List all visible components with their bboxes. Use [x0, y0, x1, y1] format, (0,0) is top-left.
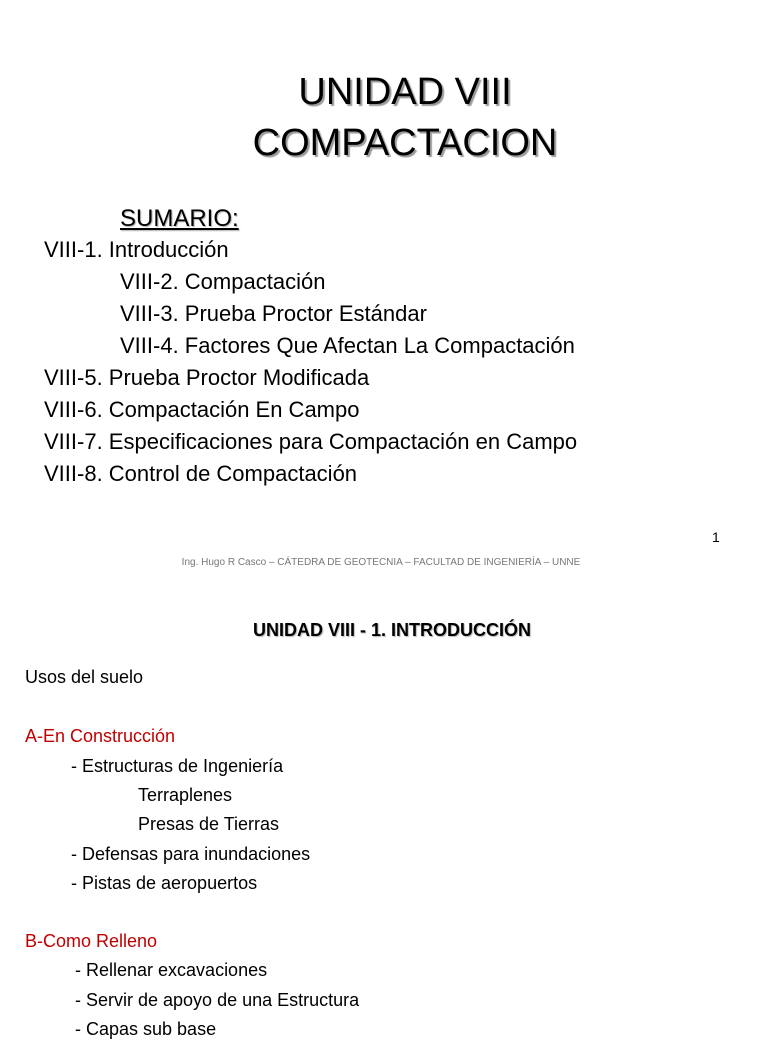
list-item: - Defensas para inundaciones	[71, 844, 311, 864]
list-item: - Capas sub base	[75, 1019, 217, 1039]
section-a-heading: A-En Construcción	[25, 726, 176, 746]
toc-item: VIII-3. Prueba Proctor Estándar	[120, 301, 427, 326]
toc-item: VIII-5. Prueba Proctor Modificada	[44, 365, 370, 390]
list-item: Presas de Tierras	[138, 814, 280, 834]
sumario-heading: SUMARIO:	[120, 205, 239, 232]
toc-item: VIII-8. Control de Compactación	[44, 461, 358, 486]
section-title: UNIDAD VIII - 1. INTRODUCCIÓN	[252, 620, 531, 640]
toc-item: VIII-6. Compactación En Campo	[44, 397, 360, 422]
slide-title-line-2: COMPACTACION	[252, 122, 558, 164]
toc-item: VIII-2. Compactación	[120, 269, 326, 294]
footer-credit: Ing. Hugo R Casco – CÁTEDRA DE GEOTECNIA – FACULTAD DE INGENIERÍA – UNNE	[181, 557, 581, 568]
page-number: 1	[712, 529, 720, 545]
list-item: - Rellenar excavaciones	[75, 960, 268, 980]
list-item: Terraplenes	[138, 785, 233, 805]
list-item: - Servir de apoyo de una Estructura	[75, 990, 360, 1010]
toc-item: VIII-1. Introducción	[44, 237, 229, 262]
list-item: - Pistas de aeropuertos	[71, 873, 258, 893]
toc-item: VIII-4. Factores Que Afectan La Compactación	[120, 333, 575, 358]
section-b-heading: B-Como Relleno	[25, 931, 158, 951]
intro-text: Usos del suelo	[25, 667, 144, 687]
toc-item: VIII-7. Especificaciones para Compactación en Campo	[44, 429, 578, 454]
list-item: - Estructuras de Ingeniería	[71, 756, 284, 776]
slide-title-line-1: UNIDAD VIII	[298, 71, 512, 113]
